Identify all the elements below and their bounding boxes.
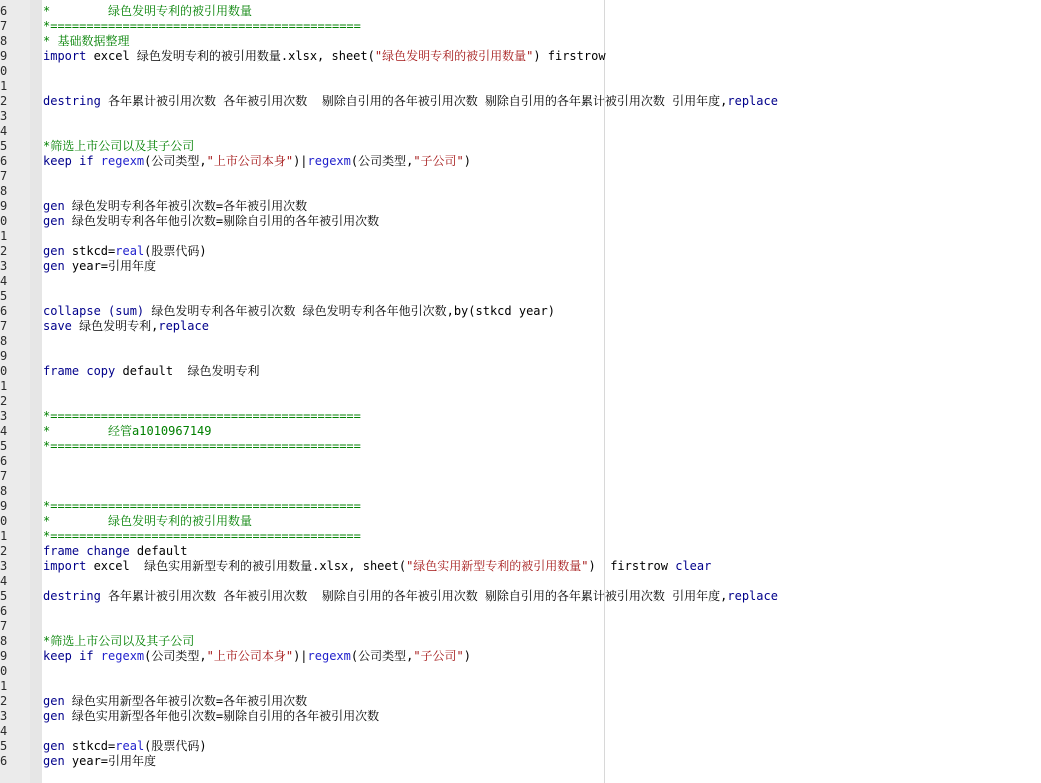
code-token: (公司类型, [350, 154, 414, 168]
code-line[interactable] [43, 739, 207, 754]
line-number: 6 [0, 454, 8, 468]
line-number: 9 [0, 649, 8, 663]
code-token: *=========================================== [43, 409, 361, 423]
code-token: gen [43, 259, 65, 273]
line-number: 1 [0, 229, 8, 243]
code-token: regexm [307, 154, 351, 168]
code-token: 绿色发明专利各年被引次数 绿色发明专利各年他引次数,by(stkcd year) [144, 304, 555, 318]
line-number: 2 [0, 394, 8, 408]
line-number: 0 [0, 364, 8, 378]
code-token: stkcd= [64, 739, 116, 753]
code-line[interactable] [43, 634, 194, 649]
code-token: )| [293, 649, 308, 663]
code-token: 各年累计被引用次数 各年被引用次数 剔除自引用的各年被引用次数 剔除自引用的各年累计被引用次数 引用年度, [100, 94, 728, 108]
line-number: 9 [0, 349, 8, 363]
code-token: gen [43, 214, 65, 228]
line-number: 8 [0, 484, 8, 498]
code-line[interactable] [43, 319, 209, 334]
code-token: keep if [43, 154, 101, 168]
line-number: 5 [0, 289, 8, 303]
code-token: real [115, 739, 145, 753]
code-token: gen [43, 199, 65, 213]
code-token: real [115, 244, 145, 258]
code-token: ) [463, 154, 472, 168]
line-number: 8 [0, 334, 8, 348]
line-number: 3 [0, 409, 8, 423]
code-token: gen [43, 739, 65, 753]
code-token: "绿色实用新型专利的被引用数量" [406, 559, 589, 573]
line-number: 7 [0, 319, 8, 333]
code-token: "上市公司本身" [206, 154, 294, 168]
code-token: 绿色实用新型各年被引次数=各年被引用次数 [64, 694, 308, 708]
code-line[interactable] [43, 409, 361, 424]
line-number: 7 [0, 469, 8, 483]
line-number: 4 [0, 424, 8, 438]
line-number: 5 [0, 589, 8, 603]
code-token: (公司类型, [144, 649, 207, 663]
code-token: (股票代码) [144, 739, 207, 753]
line-number: 8 [0, 34, 8, 48]
line-number: 5 [0, 739, 8, 753]
line-number: 4 [0, 124, 8, 138]
line-number: 3 [0, 259, 8, 273]
line-number: 7 [0, 19, 8, 33]
line-number: 2 [0, 544, 8, 558]
code-line[interactable] [43, 214, 379, 229]
code-token: "子公司" [413, 649, 464, 663]
code-token: frame change [43, 544, 130, 558]
line-number: 1 [0, 529, 8, 543]
code-token: replace [158, 319, 209, 333]
code-token: 绿色发明专利各年他引次数=剔除自引用的各年被引用次数 [64, 214, 380, 228]
line-number: 0 [0, 214, 8, 228]
code-token: gen [43, 754, 65, 768]
line-number: 5 [0, 139, 8, 153]
line-number: 9 [0, 199, 8, 213]
code-token: ) firstrow [588, 559, 676, 573]
line-number: 1 [0, 379, 8, 393]
code-token: default 绿色发明专利 [115, 364, 260, 378]
code-token: stkcd= [64, 244, 116, 258]
line-number: 1 [0, 679, 8, 693]
line-number: 8 [0, 184, 8, 198]
line-number: 6 [0, 604, 8, 618]
line-number: 3 [0, 709, 8, 723]
code-token: 绿色发明专利, [71, 319, 159, 333]
code-token: clear [675, 559, 712, 573]
code-line[interactable] [43, 4, 252, 19]
line-number: 0 [0, 64, 8, 78]
long-line-marker [604, 0, 605, 783]
code-line[interactable] [43, 694, 307, 709]
code-line[interactable] [43, 49, 606, 64]
code-token: 绿色实用新型各年他引次数=剔除自引用的各年被引用次数 [64, 709, 380, 723]
code-line[interactable] [43, 244, 207, 259]
code-token: regexm [307, 649, 351, 663]
line-number: 3 [0, 559, 8, 573]
line-number: 0 [0, 514, 8, 528]
code-token: *=========================================== [43, 19, 361, 33]
code-token: import [43, 559, 87, 573]
line-number: 1 [0, 79, 8, 93]
code-token: year=引用年度 [64, 754, 157, 768]
code-token: ) [463, 649, 472, 663]
code-token: * 绿色发明专利的被引用数量 [43, 514, 253, 528]
line-number: 0 [0, 664, 8, 678]
code-token: regexm [100, 649, 145, 663]
code-line[interactable] [43, 649, 471, 664]
line-number: 4 [0, 574, 8, 588]
code-token: gen [43, 244, 65, 258]
line-number: 9 [0, 49, 8, 63]
code-token: )| [293, 154, 308, 168]
line-number: 6 [0, 4, 8, 18]
code-line[interactable] [43, 559, 711, 574]
code-line[interactable] [43, 424, 212, 439]
code-token: default [129, 544, 188, 558]
code-token: keep if [43, 649, 101, 663]
line-number: 6 [0, 154, 8, 168]
code-line[interactable] [43, 514, 252, 529]
code-token: import [43, 49, 87, 63]
line-number: 6 [0, 754, 8, 768]
code-line[interactable] [43, 754, 156, 769]
code-token: excel 绿色发明专利的被引用数量.xlsx, sheet( [86, 49, 375, 63]
code-token: excel 绿色实用新型专利的被引用数量.xlsx, sheet( [86, 559, 407, 573]
line-number: 4 [0, 724, 8, 738]
code-token: "绿色发明专利的被引用数量" [374, 49, 534, 63]
code-token: *=========================================== [43, 499, 361, 513]
code-token: gen [43, 694, 65, 708]
code-token: * 绿色发明专利的被引用数量 [43, 4, 253, 18]
line-number: 2 [0, 244, 8, 258]
code-token: ) firstrow [533, 49, 606, 63]
code-token: collapse (sum) [43, 304, 145, 318]
line-number: 7 [0, 619, 8, 633]
line-number: 8 [0, 634, 8, 648]
code-token: replace [727, 589, 778, 603]
code-token: (公司类型, [350, 649, 414, 663]
line-number: 2 [0, 694, 8, 708]
line-number: 9 [0, 499, 8, 513]
code-line[interactable] [43, 304, 555, 319]
fold-margin [30, 0, 42, 783]
code-token: *=========================================== [43, 439, 361, 453]
code-token: gen [43, 709, 65, 723]
code-token: "子公司" [413, 154, 464, 168]
code-token: replace [727, 94, 778, 108]
line-number: 2 [0, 94, 8, 108]
code-line[interactable] [43, 19, 361, 34]
code-token: *筛选上市公司以及其子公司 [43, 139, 195, 153]
code-token: * 经管a1010967149 [43, 424, 212, 438]
code-line[interactable] [43, 139, 194, 154]
line-number: 6 [0, 304, 8, 318]
line-number: 5 [0, 439, 8, 453]
code-token: 绿色发明专利各年被引次数=各年被引用次数 [64, 199, 308, 213]
code-token: (股票代码) [144, 244, 207, 258]
code-line[interactable] [43, 529, 361, 544]
line-number: 4 [0, 274, 8, 288]
code-token: 各年累计被引用次数 各年被引用次数 剔除自引用的各年被引用次数 剔除自引用的各年累计被引用次数 引用年度, [100, 589, 728, 603]
code-token: * 基础数据整理 [43, 34, 130, 48]
code-line[interactable] [43, 154, 471, 169]
code-line[interactable] [43, 94, 778, 109]
code-token: year=引用年度 [64, 259, 157, 273]
code-line[interactable] [43, 34, 129, 49]
code-line[interactable] [43, 589, 778, 604]
code-line[interactable] [43, 259, 156, 274]
code-token: destring [43, 589, 101, 603]
line-number: 7 [0, 169, 8, 183]
code-line[interactable] [43, 709, 379, 724]
code-token: save [43, 319, 72, 333]
code-token: regexm [100, 154, 145, 168]
code-line[interactable] [43, 199, 307, 214]
code-line[interactable] [43, 439, 361, 454]
code-token: (公司类型, [144, 154, 207, 168]
code-token: *筛选上市公司以及其子公司 [43, 634, 195, 648]
line-number: 3 [0, 109, 8, 123]
code-token: frame copy [43, 364, 116, 378]
code-line[interactable] [43, 499, 361, 514]
code-line[interactable] [43, 544, 188, 559]
code-token: "上市公司本身" [206, 649, 294, 663]
code-token: *=========================================== [43, 529, 361, 543]
code-token: destring [43, 94, 101, 108]
code-line[interactable] [43, 364, 260, 379]
